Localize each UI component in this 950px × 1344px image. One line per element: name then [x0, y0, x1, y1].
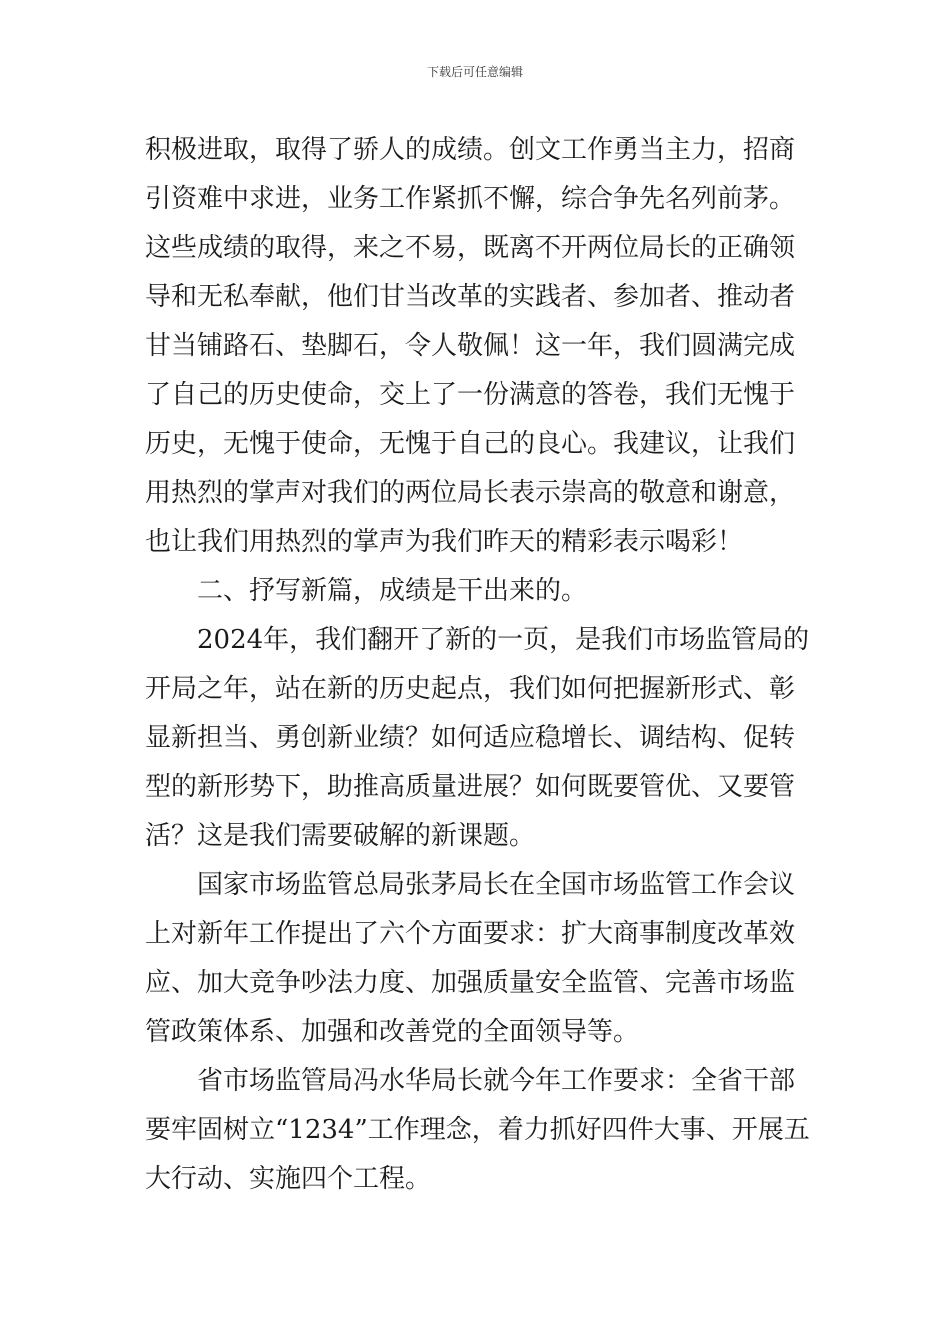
section-heading-new-chapter: 二、抒写新篇，成绩是干出来的。 [197, 576, 588, 606]
paragraph-provincial-requirements: 省市场监管局冯水华局长就今年工作要求：全省干部要牢固树立“1234”工作理念，着力抓好四件大事、开展五大行动、实施四个工程。 [145, 1066, 810, 1194]
paragraph-achievements: 积极进取，取得了骄人的成绩。创文工作勇当主力，招商引资难中求进，业务工作紧抓不懈，综合争先名列前茅。这些成绩的取得，来之不易，既离不开两位局长的正确领导和无私奉献，他们甘当改革的实践者、参加者、推动者甘当铺路石、垫脚石，令人敬佩！这一年，我们圆满完成了自己的历史使命，交上了一份满意的答卷，我们无愧于历史，无愧于使命，无愧于自己的良心。我建议，让我们用热烈的掌声对我们的两位局长表示崇高的敬意和谢意，也让我们用热烈的掌声为我们昨天的精彩表示喝彩！ [145, 135, 796, 557]
page-header: 下载后可任意编辑 [426, 65, 523, 79]
paragraph-2024-new-page: 2024年，我们翻开了新的一页，是我们市场监管局的开局之年，站在新的历史起点，我们如何把握新形式、彰显新担当、勇创新业绩？如何适应稳增长、调结构、促转型的新形势下，助推高质量进展？如何既要管优、又要管活？这是我们需要破解的新课题。 [145, 625, 810, 851]
document-body [145, 126, 810, 1204]
paragraph-national-requirements: 国家市场监管总局张茅局长在全国市场监管工作会议上对新年工作提出了六个方面要求：扩大商事制度改革效应、加大竞争吵法力度、加强质量安全监管、完善市场监管政策体系、加强和改善党的全面领导等。 [145, 870, 796, 1047]
